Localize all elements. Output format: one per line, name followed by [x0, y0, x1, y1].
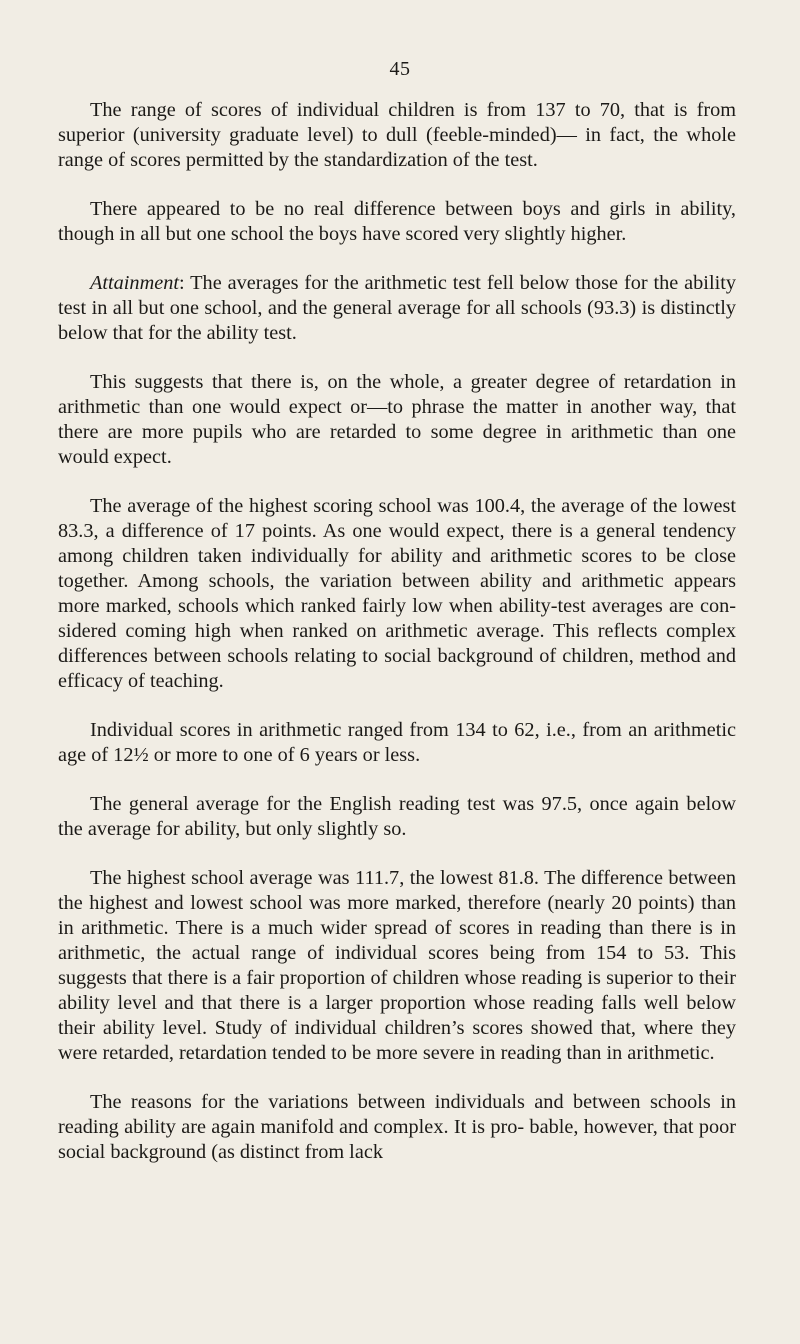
paragraph-attainment [58, 271, 736, 346]
paragraph-arithmetic-range: Individual scores in arithmetic ranged from 134 to 62, i.e., from an arithmetic age of 12½ or more to one of 6 years or less. [58, 719, 736, 766]
page-number: 45 [389, 58, 411, 80]
paragraph-score-range: The range of scores of individual children is from 137 to 70, that is from superior (university graduate level) to dull (feeble-minded)— in fact, the whole range of scores permitted by the standardization of the test. [58, 99, 736, 171]
paragraph-reading-average: The general average for the English reading test was 97.5, once again below the average for ability, but only slightly so. [58, 793, 736, 840]
paragraph-reading-spread: The highest school average was 111.7, the lowest 81.8. The difference between the highest and lowest school was more marked, therefore (nearly 20 points) than in arithmetic. There is a much wider spread of scores in reading than there is in arithmetic, the actual range of individual scores being from 154 to 53. This suggests that there is a fair proportion of children whose reading is superior to their ability level and that there is a larger proportion whose reading falls well below their ability level. Study of individual children’s scores showed that, where they were retarded, retardation tended to be more severe in reading than in arithmetic. [58, 867, 736, 1064]
paragraph-retardation: This suggests that there is, on the whole, a greater degree of retardation in arithmetic than one would expect or—to phrase the matter in another way, that there are more pupils who are retarded to some degree in arithmetic than one would expect. [58, 371, 736, 468]
paragraph-school-averages: The average of the highest scoring school was 100.4, the average of the lowest 83.3, a difference of 17 points. As one would expect, there is a general tendency among children taken individually for ability and arithmetic scores to be close together. Among schools, the variation between ability and arithmetic appears more marked, schools which ranked fairly low when ability-test averages are con- sidered coming high when ranked on arithmetic average. This reflects complex differences between schools relating to social background of children, method and efficacy of teaching. [58, 495, 736, 692]
attainment-body: The averages for the arithmetic test fell below those for the ability test in all but one school, and the general average for all schools (93.3) is distinctly below that for the ability test. [58, 272, 736, 344]
attainment-heading: Attainment [90, 272, 179, 294]
paragraph-reading-reasons: The reasons for the variations between individuals and between schools in reading ability are again manifold and complex. It is pro- bable, however, that poor social background (as distinct from lack [58, 1091, 736, 1163]
paragraph-boys-girls: There appeared to be no real difference between boys and girls in ability, though in all but one school the boys have scored very slightly higher. [58, 198, 736, 245]
attainment-heading-colon: : [179, 272, 191, 294]
body-text [58, 98, 736, 1189]
